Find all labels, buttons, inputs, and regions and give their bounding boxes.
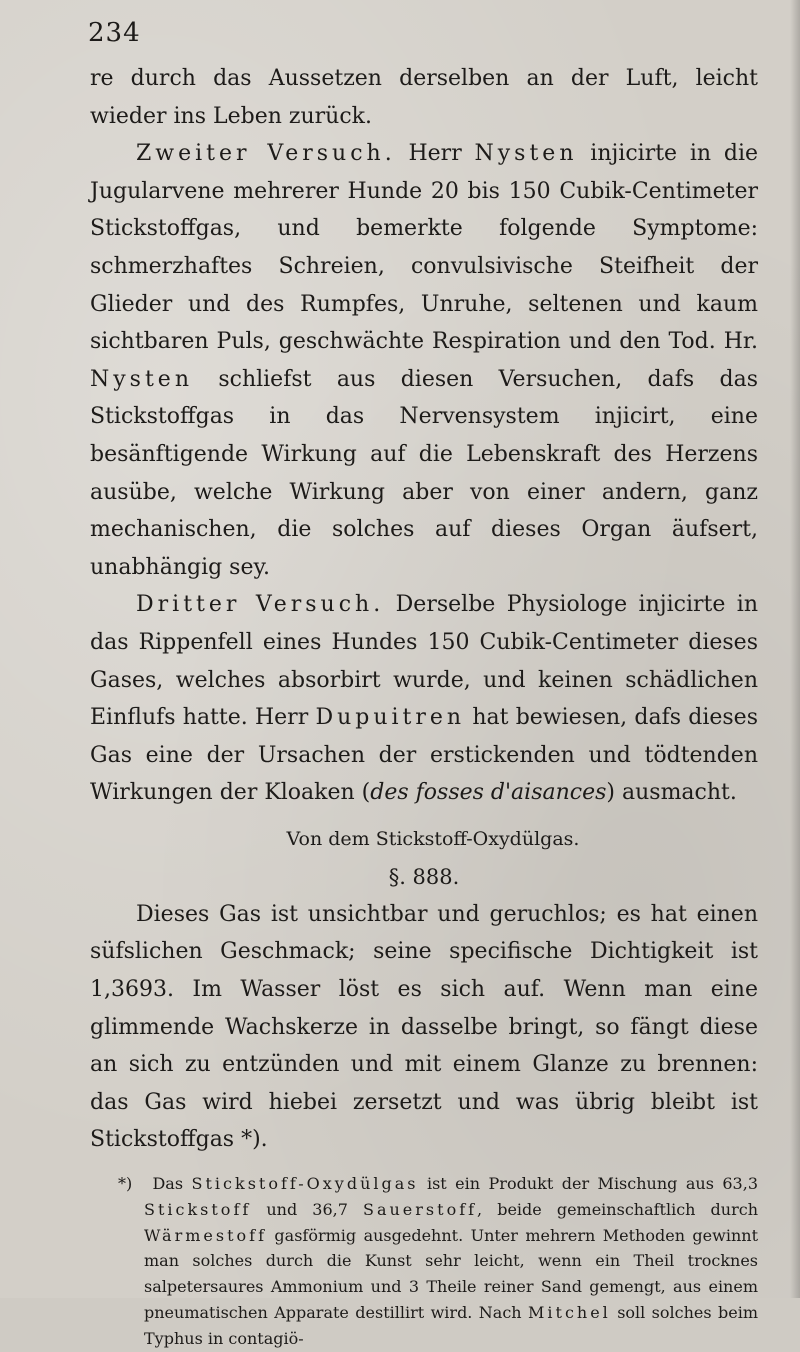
- footnote: [90, 1171, 758, 1352]
- paragraph-second-experiment: [90, 135, 758, 586]
- italic-phrase: des fosses d'aisances: [370, 780, 607, 806]
- text-run: , beide gemeinschaftlich durch: [477, 1199, 759, 1219]
- paragraph-third-experiment: [90, 586, 758, 812]
- person-name: Mitchel: [528, 1303, 611, 1323]
- text-run: und 36,7: [251, 1199, 363, 1219]
- section-subheading: Von dem Stickstoff-Oxydülgas.: [286, 827, 580, 850]
- experiment-label: Zweiter Versuch.: [136, 141, 396, 167]
- paragraph-continuation: re durch das Aussetzen derselben an der Luft, leicht wieder ins Leben zurück.: [90, 66, 758, 129]
- text-run: schliefst aus diesen Versuchen, dafs das Stickstoffgas in das Nervensystem injicirt, eine besänftigende Wirkung auf die Lebenskraft des Herzens ausübe, welche Wirkung aber von einer andern, ganz mechanischen, die solches auf dieses Organ äufsert, unabhängig sey.: [90, 366, 758, 580]
- text-run: ) ausmacht.: [606, 780, 737, 806]
- text-run: injicirte in die Jugularvene mehrerer Hunde 20 bis 150 Cubik-Centimeter Stickstoffgas, und bemerkte folgende Symptome: schmerzhaftes Schreien, convulsivische Steifheit der Glieder und des Rumpfes, Unruhe, seltenen und kaum sichtbaren Puls, geschwächte Respiration und den Tod. Hr.: [90, 141, 758, 355]
- text-run: hat bewiesen, dafs dieses Gas eine der Ursachen der erstickenden und tödtenden Wirkungen der Kloaken (: [90, 705, 758, 806]
- spaced-term: Wärmestoff: [144, 1225, 267, 1245]
- text-run: soll solches beim Typhus in contagiö-: [144, 1303, 758, 1348]
- experiment-label: Dritter Versuch.: [136, 592, 385, 618]
- section-number: §. 888.: [388, 864, 460, 889]
- person-name: Nysten: [90, 366, 193, 392]
- spaced-term: Stickstoff: [144, 1199, 252, 1219]
- person-name: Nysten: [474, 141, 578, 167]
- footnote-marker: *): [118, 1174, 133, 1194]
- text-run: gasförmig ausgedehnt. Unter mehrern Methoden gewinnt man solches durch die Kunst sehr leicht, wenn ein Theil trocknes salpetersaures Ammonium und 3 Theile reiner Sand gemengt, aus einem pneumatischen Apparate destillirt wird. Nach: [144, 1225, 758, 1323]
- person-name: Dupuitren: [315, 705, 466, 731]
- body-text: [90, 60, 758, 1352]
- text-run: Herr: [395, 141, 475, 167]
- paragraph-section-888: Dieses Gas ist unsichtbar und geruchlos; es hat einen süfslichen Geschmack; seine specifische Dichtigkeit ist 1,3693. Im Wasser löst es sich auf. Wenn man eine glimmende Wachskerze in dasselbe bringt, so fängt diese an sich zu entzünden und mit einem Glanze zu brennen: das Gas wird hiebei zersetzt und was übrig bleibt ist Stickstoffgas *).: [90, 901, 758, 1153]
- text-run: Das: [144, 1174, 192, 1194]
- text-run: ist ein Produkt der Mischung aus 63,3: [418, 1174, 759, 1194]
- spaced-term: Stickstoff-Oxydülgas: [191, 1174, 419, 1194]
- page-number: 234: [88, 18, 141, 48]
- spaced-term: Sauerstoff: [363, 1199, 478, 1219]
- text-run: Derselbe Physiologe injicirte in das Rippenfell eines Hundes 150 Cubik-Centimeter dieses Gases, welches absorbirt wurde, und keinen schädlichen Einflufs hatte. Herr: [90, 592, 759, 731]
